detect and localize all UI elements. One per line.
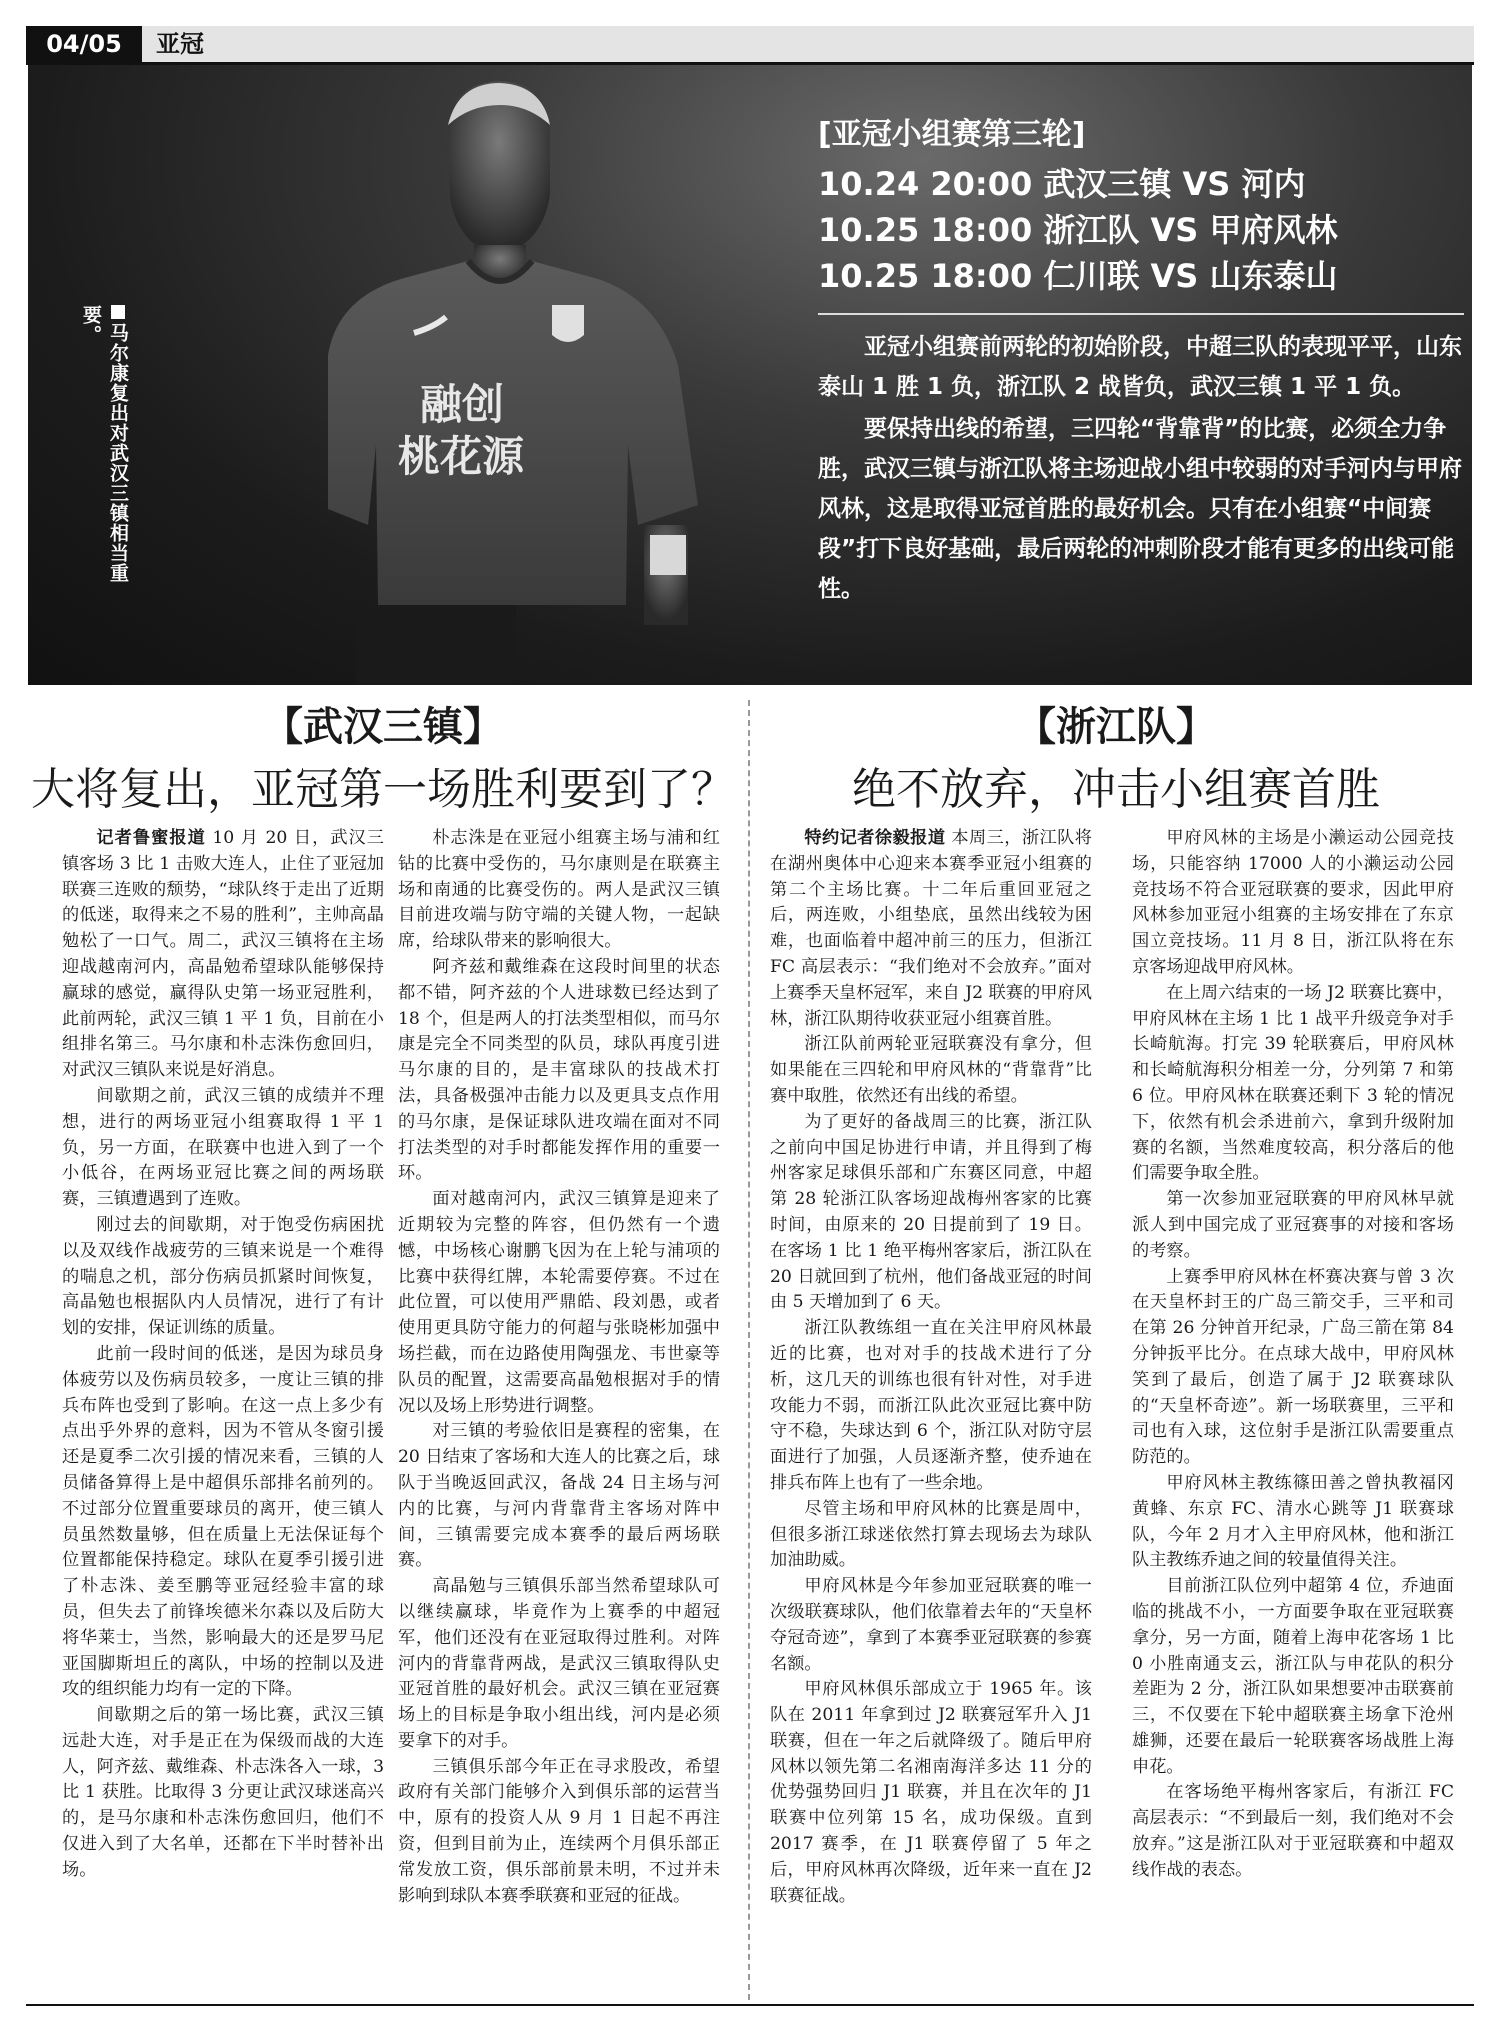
article-paragraph: 尽管主场和甲府风林的比赛是周中，但很多浙江球迷依然打算去现场去为球队加油助威。 [770, 1498, 1092, 1571]
right-story-column-1 [770, 826, 1092, 1986]
right-story-kicker: 【浙江队】 [1016, 704, 1216, 750]
article-paragraph: 在客场绝平梅州客家后，有浙江 FC 高层表示：“不到最后一刻，我们绝对不会放弃。”这是浙江队对于亚冠联赛和中超双线作战的表态。 [1132, 1782, 1454, 1880]
column-divider [748, 700, 750, 2000]
schedule-match-3: 10.25 18:00 仁川联 VS 山东泰山 [818, 257, 1338, 295]
player-photo [328, 65, 808, 685]
jersey-sponsor-line1: 融创 [420, 380, 505, 429]
article-paragraph: 面对越南河内，武汉三镇算是迎来了近期较为完整的阵容，但仍然有一个遗憾，中场核心谢鹏飞因为在上轮与浦项的比赛中获得红牌，本轮需要停赛。不过在此位置，可以使用严鼎皓、段刘愚，或者使用更具防守能力的何超与张晓彬加强中场拦截，而在边路使用陶强龙、韦世豪等队员的配置，这需要高晶勉根据对手的情况以及场上形势进行调整。 [398, 1189, 720, 1416]
schedule-match-2: 10.25 18:00 浙江队 VS 甲府风林 [818, 211, 1338, 249]
article-paragraph: 阿齐兹和戴维森在这段时间里的状态都不错，阿齐兹的个人进球数已经达到了 18 个，但是两人的打法类型相似，而马尔康是完全不同类型的队员，球队再度引进马尔康的目的，是丰富球队的技战术打法，具备极强冲击能力以及更具支点作用的马尔康，是保证球队进攻端在面对不同打法类型的对手时都能发挥作用的重要一环。 [398, 956, 720, 1184]
article-paragraph: 此前一段时间的低迷，是因为球员身体疲劳以及伤病员较多，一度让三镇的排兵布阵也受到了影响。在这一点上多少有点出乎外界的意料，因为不管从冬窗引援还是夏季二次引援的情况来看，三镇的人员储备算得上是中超俱乐部排名前列的。不过部分位置重要球员的离开，使三镇人员虽然数量够，但在质量上无法保证每个位置都能保持稳定。球队在夏季引援引进了朴志洙、姜至鹏等亚冠经验丰富的球员，但失去了前锋埃德米尔森以及后防大将华莱士，当然，影响最大的还是罗马尼亚国脚斯坦丘的离队，中场的控制以及进攻的组织能力均有一定的下降。 [62, 1343, 384, 1700]
left-story-column-2 [398, 826, 720, 1986]
left-story-column-1 [62, 826, 384, 1986]
hero-photo [28, 65, 1472, 685]
article-paragraph: 甲府风林俱乐部成立于 1965 年。该队在 2011 年拿到过 J2 联赛冠军升入 J1 联赛，但在一年之后就降级了。随后甲府风林以领先第二名湘南海洋多达 11 分的优势强势回归 J1 联赛，并且在次年的 J1 联赛中位列第 15 名，成功保级。直到 2017 赛季，在 J1 联赛停留了 5 年之后，甲府风林再次降级，近年来一直在 J2 联赛征战。 [770, 1679, 1092, 1906]
jersey-sponsor-line2: 桃花源 [398, 432, 525, 481]
article-paragraph: 对三镇的考验依旧是赛程的密集，在 20 日结束了客场和大连人的比赛之后，球队于当晚返回武汉，备战 24 日主场与河内的比赛，与河内背靠背主客场对阵中间，三镇需要完成本赛季的最后两场联赛。 [398, 1421, 720, 1571]
article-paragraph: 目前浙江队位列中超第 4 位，乔迪面临的挑战不小，一方面要争取在亚冠联赛拿分，另一方面，随着上海申花客场 1 比 0 小胜南通支云，浙江队与申花队的积分差距为 2 分，浙江队如果想要冲击联赛前三，不仅要在下轮中超联赛主场拿下沧州雄狮，还要在最后一轮联赛客场战胜上海申花。 [1132, 1576, 1454, 1777]
match-schedule [818, 109, 1472, 299]
footer-rule [26, 2004, 1474, 2006]
schedule-divider [818, 313, 1464, 315]
intro-text [818, 327, 1466, 611]
article-paragraph: 高晶勉与三镇俱乐部当然希望球队可以继续赢球，毕竟作为上赛季的中超冠军，他们还没有在亚冠取得过胜利。对阵河内的背靠背两战，是武汉三镇取得队史亚冠首胜的最好机会。武汉三镇在亚冠赛场上的目标是争取小组出线，河内是必须要拿下的对手。 [398, 1576, 720, 1751]
intro-paragraph: 亚冠小组赛前两轮的初始阶段，中超三队的表现平平，山东泰山 1 胜 1 负，浙江队 2 战皆负，武汉三镇 1 平 1 负。 [818, 334, 1462, 400]
right-story-byline: 特约记者徐毅报道 [804, 828, 946, 848]
article-paragraph: 浙江队前两轮亚冠联赛没有拿分，但如果能在三四轮和甲府风林的“背靠背”比赛中取胜，依然还有出线的希望。 [770, 1034, 1092, 1106]
left-story-byline: 记者鲁蜜报道 [96, 828, 206, 848]
article-paragraph: 甲府风林主教练篠田善之曾执教福冈黄蜂、东京 FC、清水心跳等 J1 联赛球队，今年 2 月才入主甲府风林，他和浙江队主教练乔迪之间的较量值得关注。 [1132, 1472, 1454, 1571]
intro-paragraph: 要保持出线的希望，三四轮“背靠背”的比赛，必须全力争胜，武汉三镇与浙江队将主场迎战小组中较弱的对手河内与甲府风林，这是取得亚冠首胜的最好机会。只有在小组赛“中间赛段”打下良好基础，最后两轮的冲刺阶段才能有更多的出线可能性。 [818, 416, 1462, 602]
right-story-headline: 绝不放弃，冲击小组赛首胜 [852, 764, 1380, 815]
right-story-column-2 [1132, 826, 1454, 1986]
article-paragraph: 在上周六结束的一场 J2 联赛比赛中，甲府风林在主场 1 比 1 战平升级竞争对手长崎航海。打完 39 轮联赛后，甲府风林和长崎航海积分相差一分，分列第 7 和第 6 位。甲府风林在联赛还剩下 3 轮的情况下，依然有机会杀进前六，拿到升级附加赛的名额，当然难度较高，积分落后的他们需要争取全胜。 [1132, 982, 1454, 1184]
article-paragraph: 为了更好的备战周三的比赛，浙江队之前向中国足协进行申请，并且得到了梅州客家足球俱乐部和广东赛区同意，中超第 28 轮浙江队客场迎战梅州客家的比赛时间，由原来的 20 日提前到了 19 日。在客场 1 比 1 绝平梅州客家后，浙江队在 20 日就回到了杭州，他们备战亚冠的时间由 5 天增加到了 6 天。 [770, 1111, 1092, 1313]
article-paragraph: 特约记者徐毅报道 本周三，浙江队将在湖州奥体中心迎来本赛季亚冠小组赛的第二个主场比赛。十二年后重回亚冠之后，两连败，小组垫底，虽然出线较为困难，也面临着中超冲前三的压力，但浙江 FC 高层表示：“我们绝对不会放弃。”面对上赛季天皇杯冠军，来自 J2 联赛的甲府风林，浙江队期待收获亚冠小组赛首胜。 [770, 828, 1092, 1029]
schedule-match-1: 10.24 20:00 武汉三镇 VS 河内 [818, 165, 1306, 203]
article-paragraph: 间歇期之后的第一场比赛，武汉三镇远赴大连，对手是正在为保级而战的大连人，阿齐兹、戴维森、朴志洙各入一球，3 比 1 获胜。比取得 3 分更让武汉球迷高兴的，是马尔康和朴志洙伤愈回归，他们不仅进入到了大名单，还都在下半时替补出场。 [62, 1705, 384, 1880]
article-paragraph: 朴志洙是在亚冠小组赛主场与浦和红钻的比赛中受伤的，马尔康则是在联赛主场和南通的比赛受伤的。两人是武汉三镇目前进攻端与防守端的关键人物，一起缺席，给球队带来的影响很大。 [398, 828, 720, 952]
article-paragraph: 刚过去的间歇期，对于饱受伤病困扰以及双线作战疲劳的三镇来说是一个难得的喘息之机，部分伤病员抓紧时间恢复，高晶勉也根据队内人员情况，进行了有计划的安排，保证训练的质量。 [62, 1214, 384, 1339]
schedule-title: [亚冠小组赛第三轮] [818, 117, 1086, 152]
article-paragraph: 间歇期之前，武汉三镇的成绩并不理想，进行的两场亚冠小组赛取得 1 平 1 负，另一方面，在联赛中也进入到了一个小低谷，在两场亚冠比赛之间的两场联赛，三镇遭遇到了连败。 [62, 1085, 384, 1210]
page-header [26, 26, 1474, 65]
article-paragraph: 甲府风林的主场是小濑运动公园竞技场，只能容纳 17000 人的小濑运动公园竞技场不符合亚冠联赛的要求，因此甲府风林参加亚冠小组赛的主场安排在了东京国立竞技场。11 月 8 日，浙江队将在东京客场迎战甲府风林。 [1132, 828, 1454, 977]
left-story-kicker: 【武汉三镇】 [263, 704, 503, 750]
article-paragraph: 上赛季甲府风林在杯赛决赛与曾 3 次在天皇杯封王的广岛三箭交手，三平和司在第 26 分钟首开纪录，广岛三箭在第 84 分钟扳平比分。在点球大战中，甲府风林笑到了最后，创造了属于 J2 联赛球队的“天皇杯奇迹”。新一场联赛里，三平和司也有入球，这位射手是浙江队需要重点防范的。 [1132, 1266, 1454, 1468]
section-name: 亚冠 [156, 30, 204, 58]
article-paragraph: 三镇俱乐部今年正在寻求股改，希望政府有关部门能够介入到俱乐部的运营当中，原有的投资人从 9 月 1 日起不再注资，但到目前为止，连续两个月俱乐部正常发放工资，俱乐部前景未明，不过并未影响到球队本赛季联赛和亚冠的征战。 [398, 1756, 720, 1906]
page-number: 04/05 [26, 26, 142, 62]
article-paragraph: 浙江队教练组一直在关注甲府风林最近的比赛，也对对手的技战术进行了分析，这几天的训练也很有针对性，对手进攻能力不弱，而浙江队此次亚冠比赛中防守不稳，失球达到 6 个，浙江队对防守层面进行了加强，人员逐渐齐整，使乔迪在排兵布阵上也有了一些余地。 [770, 1318, 1092, 1493]
article-paragraph: 第一次参加亚冠联赛的甲府风林早就派人到中国完成了亚冠赛事的对接和客场的考察。 [1132, 1189, 1454, 1261]
left-story-headline: 大将复出，亚冠第一场胜利要到了？ [31, 764, 735, 815]
article-paragraph: 甲府风林是今年参加亚冠联赛的唯一次级联赛球队，他们依靠着去年的“天皇杯夺冠奇迹”，拿到了本赛季亚冠联赛的参赛名额。 [770, 1576, 1092, 1674]
article-paragraph: 记者鲁蜜报道 10 月 20 日，武汉三镇客场 3 比 1 击败大连人，止住了亚冠加联赛三连败的颓势，“球队终于走出了近期的低迷，取得来之不易的胜利”，主帅高晶勉松了一口气。周二，武汉三镇将在主场迎战越南河内，高晶勉希望球队能够保持赢球的感觉，赢得队史第一场亚冠胜利，此前两轮，武汉三镇 1 平 1 负，目前在小组排名第三。马尔康和朴志洙伤愈回归，对武汉三镇队来说是好消息。 [62, 828, 384, 1081]
photo-caption-text: 马尔康复出对武汉三镇相当重要。 [80, 305, 129, 583]
photo-caption [80, 305, 132, 585]
caption-marker-icon [111, 305, 125, 319]
